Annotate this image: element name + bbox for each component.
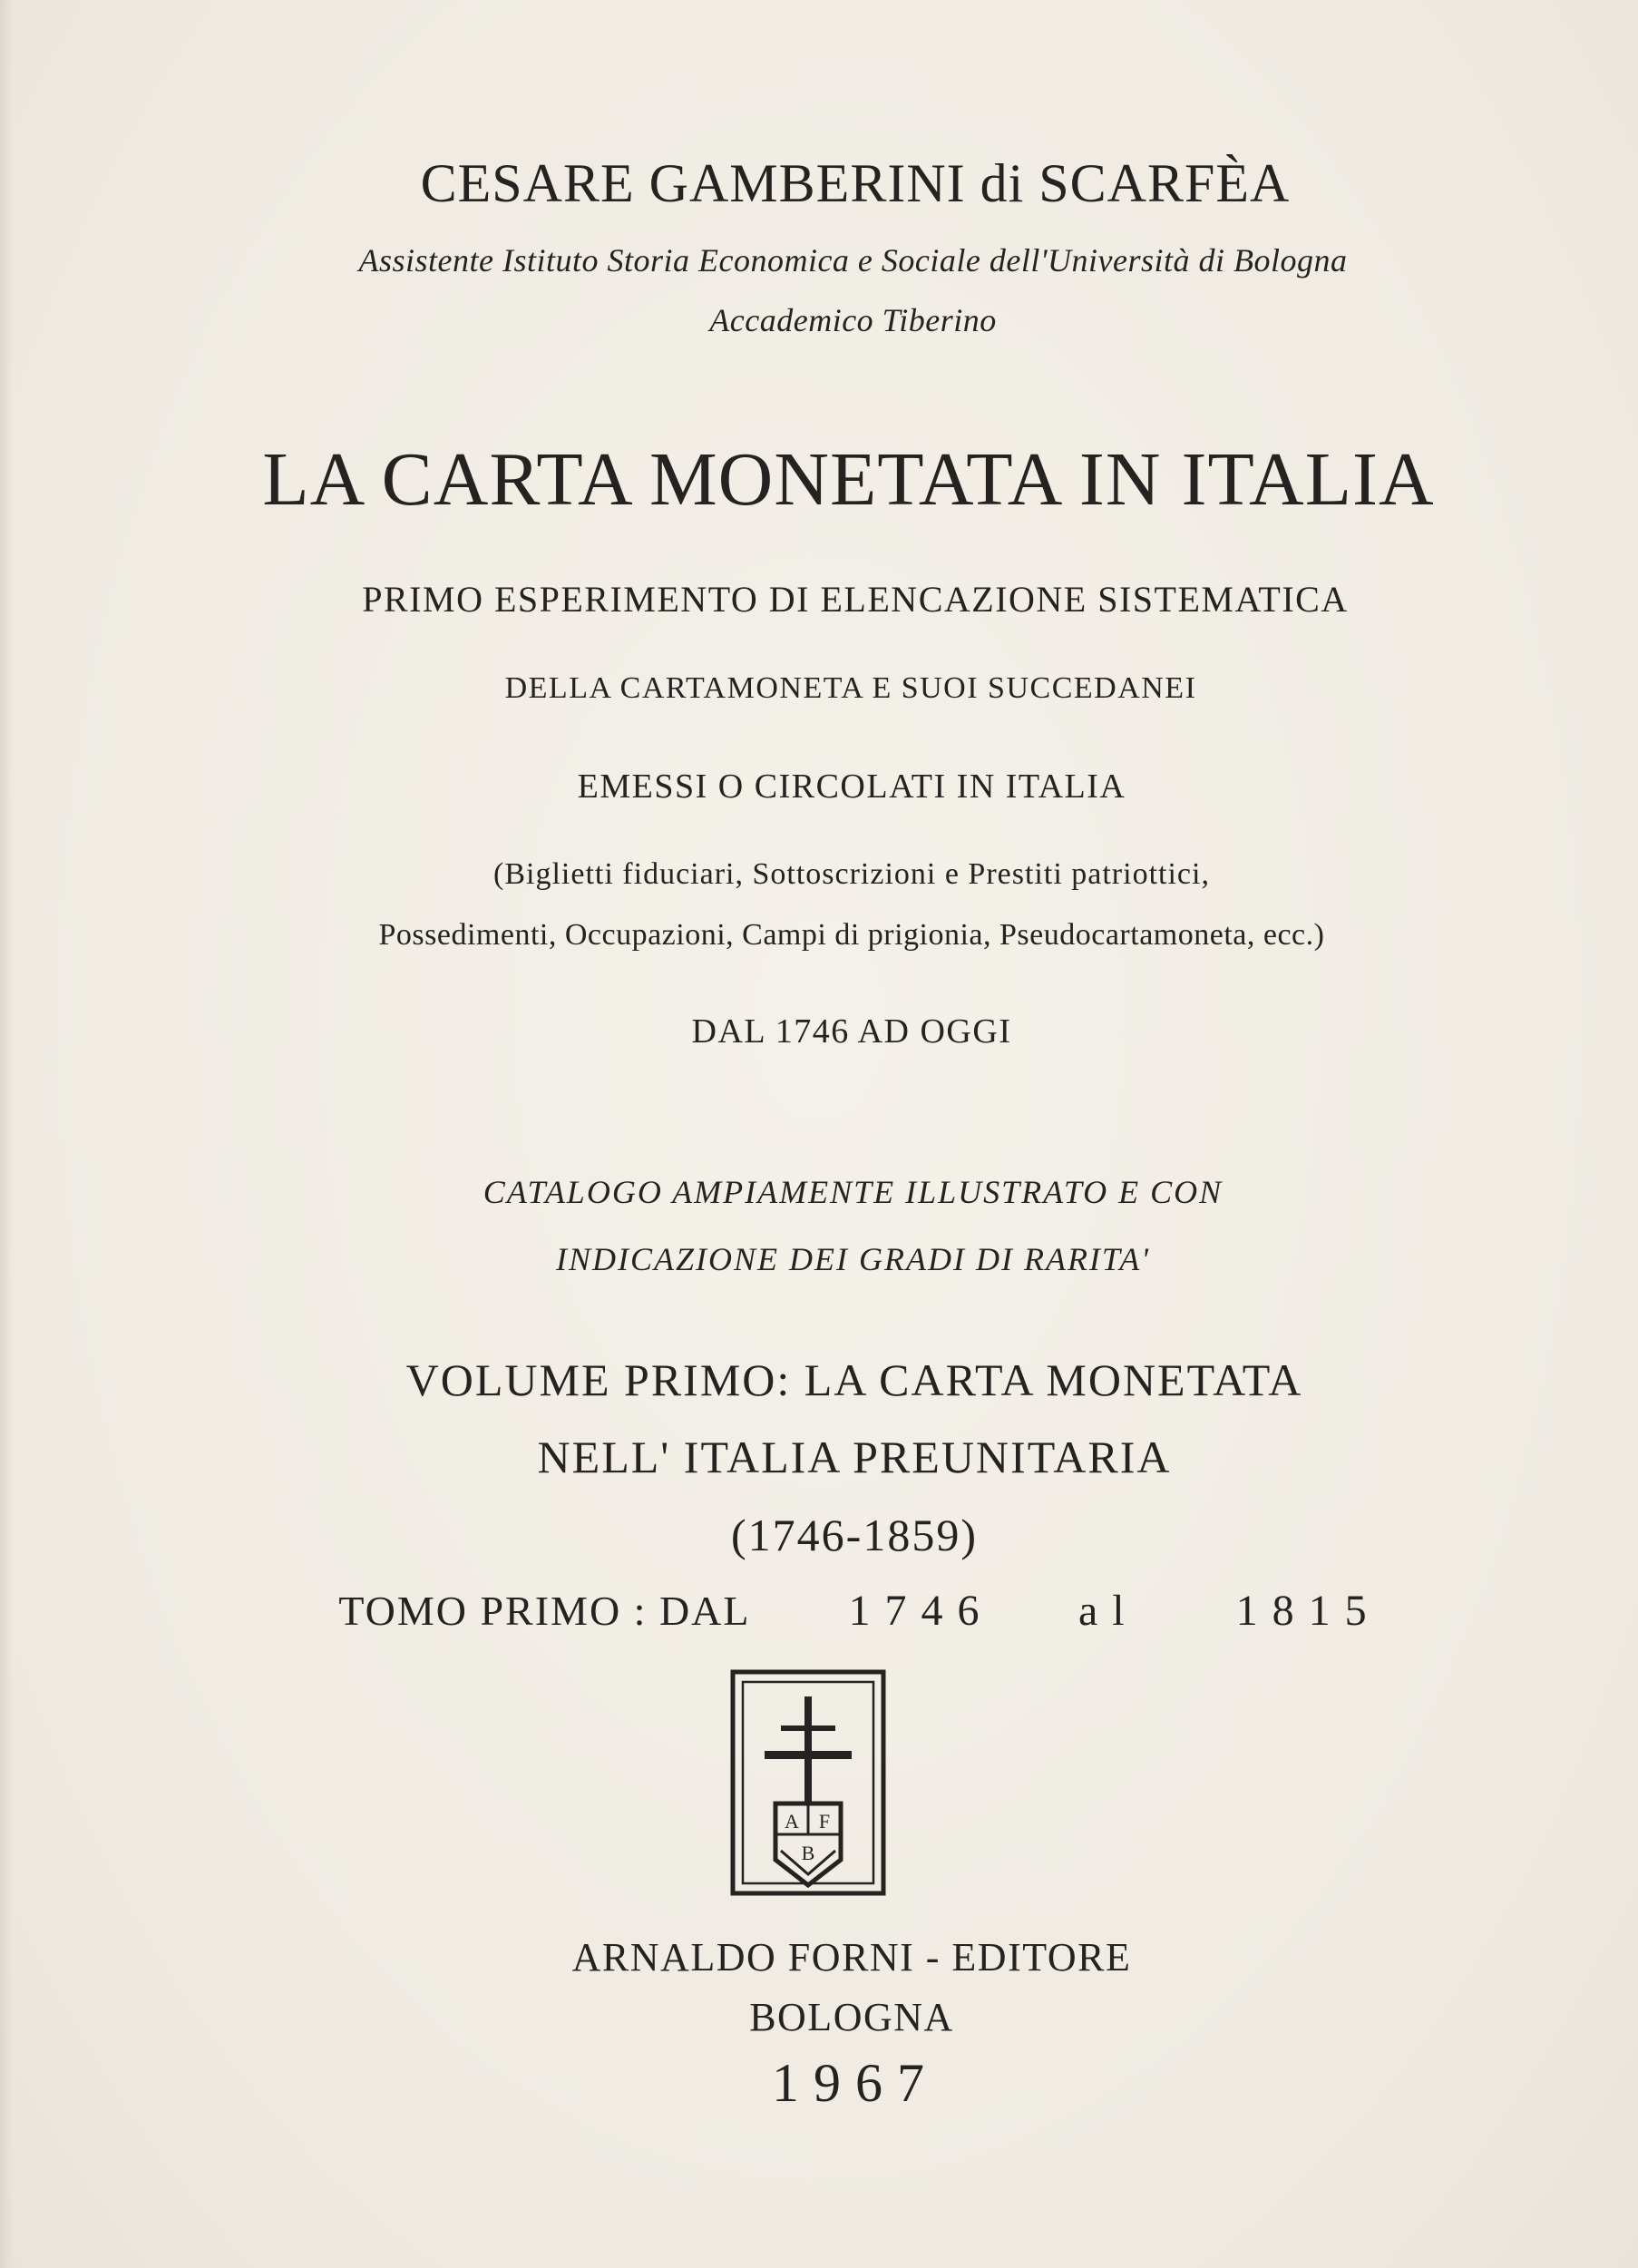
tomo-year-to: 1815 bbox=[1235, 1587, 1381, 1635]
date-range: DAL 1746 AD OGGI bbox=[691, 1012, 1012, 1051]
publication-year: 1967 bbox=[772, 2053, 939, 2113]
publisher-city: BOLOGNA bbox=[749, 1995, 954, 2039]
catalog-note-line-1: CATALOGO AMPIAMENTE ILLUSTRATO E CON bbox=[483, 1174, 1224, 1210]
mark-cross-stem bbox=[804, 1696, 812, 1804]
tomo-year-from: 1746 bbox=[848, 1587, 994, 1635]
author-name: CESARE GAMBERINI di SCARFÈA bbox=[420, 153, 1291, 213]
mark-letter-f: F bbox=[818, 1810, 831, 1833]
tomo-label: TOMO PRIMO bbox=[338, 1588, 622, 1634]
volume-years: (1746-1859) bbox=[731, 1510, 978, 1560]
book-title: LA CARTA MONETATA IN ITALIA bbox=[262, 437, 1435, 522]
volume-line-2: NELL' ITALIA PREUNITARIA bbox=[537, 1432, 1172, 1482]
volume-line-1: VOLUME PRIMO: LA CARTA MONETATA bbox=[405, 1354, 1303, 1405]
publisher-cross-shield-icon bbox=[730, 1669, 886, 1896]
tomo-dal: DAL bbox=[658, 1588, 751, 1634]
subtitle-parenthetical-2: Possedimenti, Occupazioni, Campi di prigionia, Pseudocartamoneta, ecc.) bbox=[378, 918, 1325, 952]
subtitle-line-2: DELLA CARTAMONETA E SUOI SUCCEDANEI bbox=[504, 671, 1197, 705]
mark-letter-b: B bbox=[801, 1842, 815, 1864]
page-edge-shadow bbox=[0, 0, 13, 2268]
mark-letter-a: A bbox=[785, 1810, 799, 1833]
subtitle-line-3: EMESSI O CIRCOLATI IN ITALIA bbox=[577, 767, 1126, 806]
mark-cross-lower-bar bbox=[765, 1751, 852, 1759]
catalog-note-line-2: INDICAZIONE DEI GRADI DI RARITA' bbox=[556, 1241, 1150, 1277]
publisher-name: ARNALDO FORNI - EDITORE bbox=[571, 1935, 1132, 1980]
subtitle-line-1: PRIMO ESPERIMENTO DI ELENCAZIONE SISTEMATICA bbox=[362, 579, 1349, 620]
tomo-line bbox=[0, 1586, 1638, 1636]
tomo-separator: : bbox=[633, 1588, 648, 1634]
subtitle-parenthetical-1: (Biglietti fiduciari, Sottoscrizioni e Prestiti patriottici, bbox=[493, 857, 1210, 891]
author-affiliation: Assistente Istituto Storia Economica e Sociale dell'Università di Bologna bbox=[358, 242, 1348, 279]
tomo-al: al bbox=[1078, 1587, 1139, 1635]
mark-cross-top-bar bbox=[781, 1725, 835, 1731]
author-academy: Accademico Tiberino bbox=[709, 302, 997, 338]
